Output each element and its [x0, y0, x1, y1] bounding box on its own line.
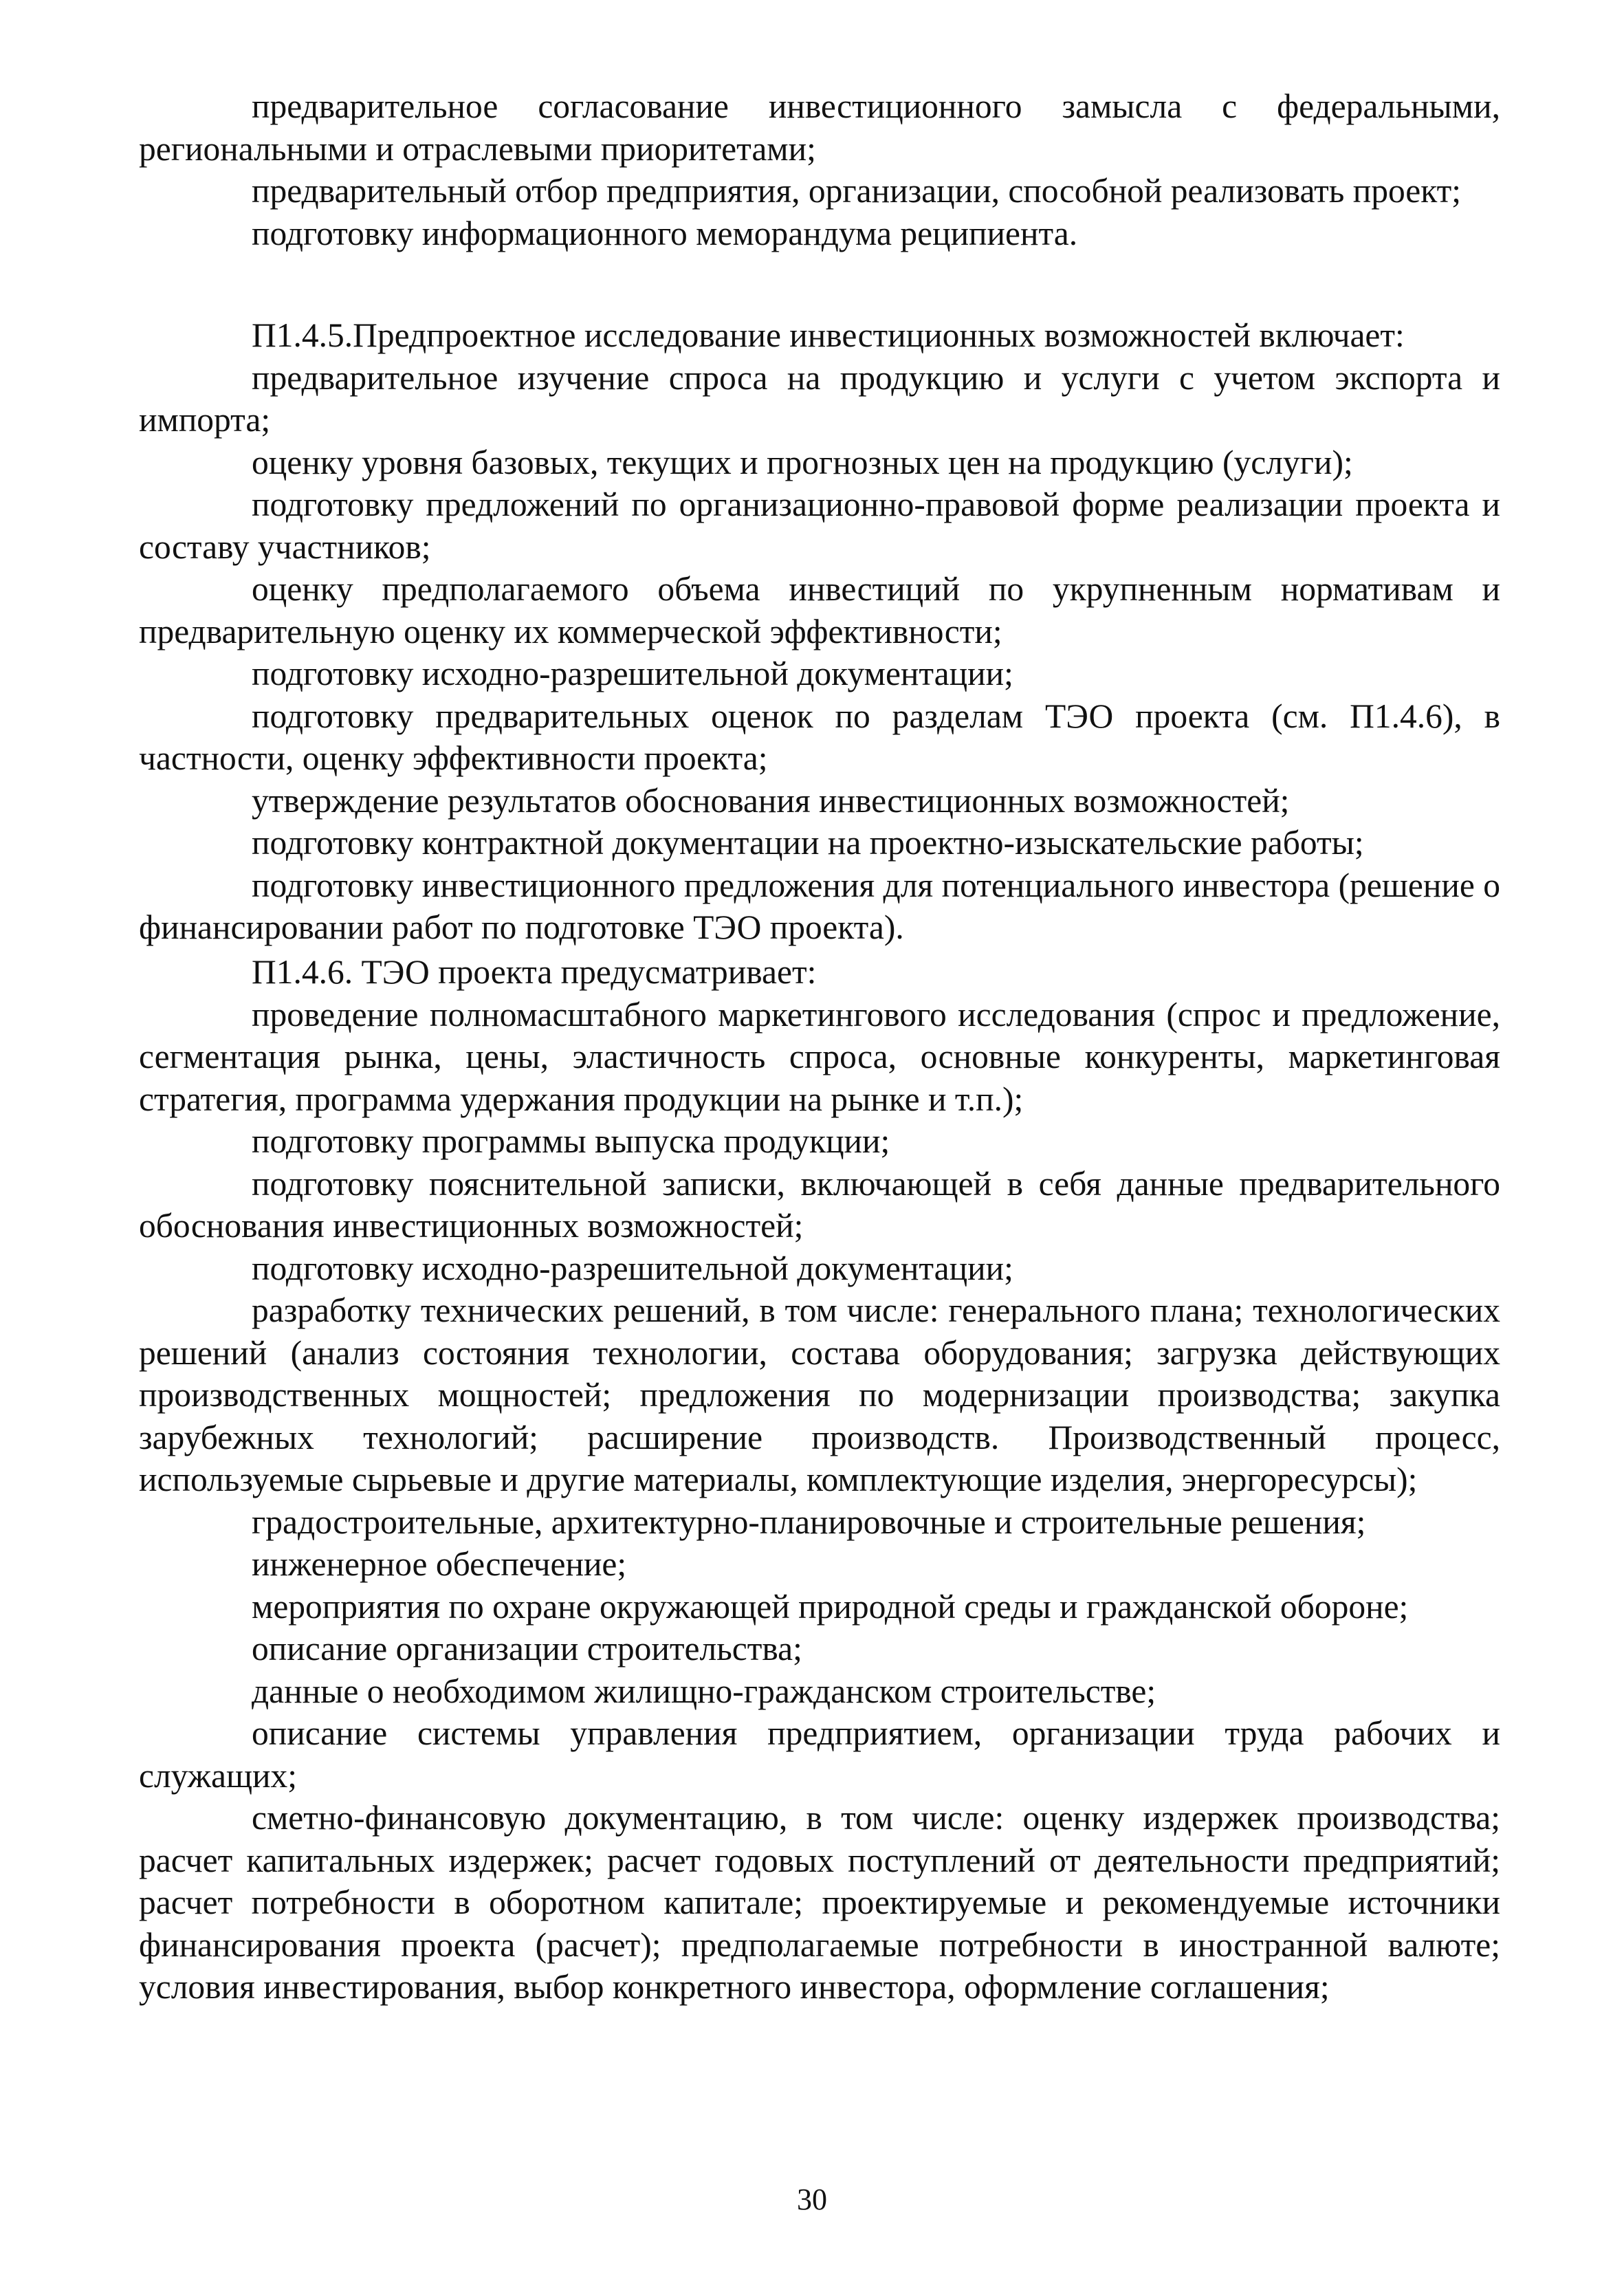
section-heading: П1.4.5.Предпроектное исследование инвестиционных возможностей включает: — [252, 316, 1405, 354]
list-item: градостроительные, архитектурно-планировочные и строительные решения; — [252, 1502, 1366, 1541]
list-item: подготовку исходно-разрешительной документации; — [252, 655, 1013, 692]
list-item: инженерное обеспечение; — [252, 1545, 627, 1583]
list-item: описание организации строительства; — [252, 1630, 802, 1668]
paragraph: подготовку информационного меморандума реципиента. — [252, 214, 1078, 252]
intro-list — [139, 85, 1500, 254]
list-item: проведение полномасштабного маркетингового исследования (спрос и предложение, сегментация рынка, цены, эластичность спроса, основные конкуренты, маркетинговая стратегия, программа удержания продукции на рынке и т.п.); — [139, 995, 1500, 1118]
list-item: данные о необходимом жилищно-гражданском строительстве; — [252, 1672, 1156, 1710]
list-item: предварительное изучение спроса на продукцию и услуги с учетом экспорта и импорта; — [139, 358, 1500, 439]
page-number: 30 — [797, 2183, 827, 2216]
list-item: оценку предполагаемого объема инвестиций по укрупненным нормативам и предварительную оценку их коммерческой эффективности; — [139, 570, 1500, 651]
list-item: подготовку предварительных оценок по разделам ТЭО проекта (см. П1.4.6), в частности, оценку эффективности проекта; — [139, 697, 1500, 777]
list-item: мероприятия по охране окружающей природной среды и гражданской обороне; — [252, 1587, 1409, 1626]
list-item: подготовку предложений по организационно-правовой форме реализации проекта и составу участников; — [139, 485, 1500, 566]
list-item: подготовку пояснительной записки, включающей в себя данные предварительного обоснования инвестиционных возможностей; — [139, 1164, 1500, 1245]
list-item: подготовку инвестиционного предложения для потенциального инвестора (решение о финансировании работ по подготовке ТЭО проекта). — [139, 866, 1500, 946]
list-item: оценку уровня базовых, текущих и прогнозных цен на продукцию (услуги); — [252, 443, 1353, 481]
list-item: подготовку контрактной документации на проектно-изыскательские работы; — [252, 824, 1364, 862]
section-p1-4-6 — [139, 951, 1500, 2009]
paragraph: предварительный отбор предприятия, организации, способной реализовать проект; — [252, 172, 1462, 210]
list-item: описание системы управления предприятием, организации труда рабочих и служащих; — [139, 1714, 1500, 1795]
list-item: подготовку программы выпуска продукции; — [252, 1122, 890, 1160]
list-item: утверждение результатов обоснования инвестиционных возможностей; — [252, 781, 1290, 820]
section-heading: П1.4.6. ТЭО проекта предусматривает: — [252, 953, 817, 991]
list-item: подготовку исходно-разрешительной документации; — [252, 1249, 1013, 1287]
section-p1-4-5 — [139, 314, 1500, 949]
list-item: разработку технических решений, в том числе: генерального плана; технологических решений (анализ состояния технологии, состава оборудования; загрузка действующих производственных мощностей; предложения по модернизации производства; закупка зарубежных технологий; расширение производств. Производственный процесс, используемые сырьевые и другие материалы, комплектующие изделия, энергоресурсы); — [139, 1291, 1500, 1498]
list-item: сметно-финансовую документацию, в том числе: оценку издержек производства; расчет капитальных издержек; расчет годовых поступлений от деятельности предприятий; расчет потребности в оборотном капитале; проектируемые и рекомендуемые источники финансирования проекта (расчет); предполагаемые потребности в иностранной валюте; условия инвестирования, выбор конкретного инвестора, оформление соглашения; — [139, 1799, 1500, 2006]
paragraph: предварительное согласование инвестиционного замысла с федеральными, региональными и отраслевыми приоритетами; — [139, 87, 1500, 168]
